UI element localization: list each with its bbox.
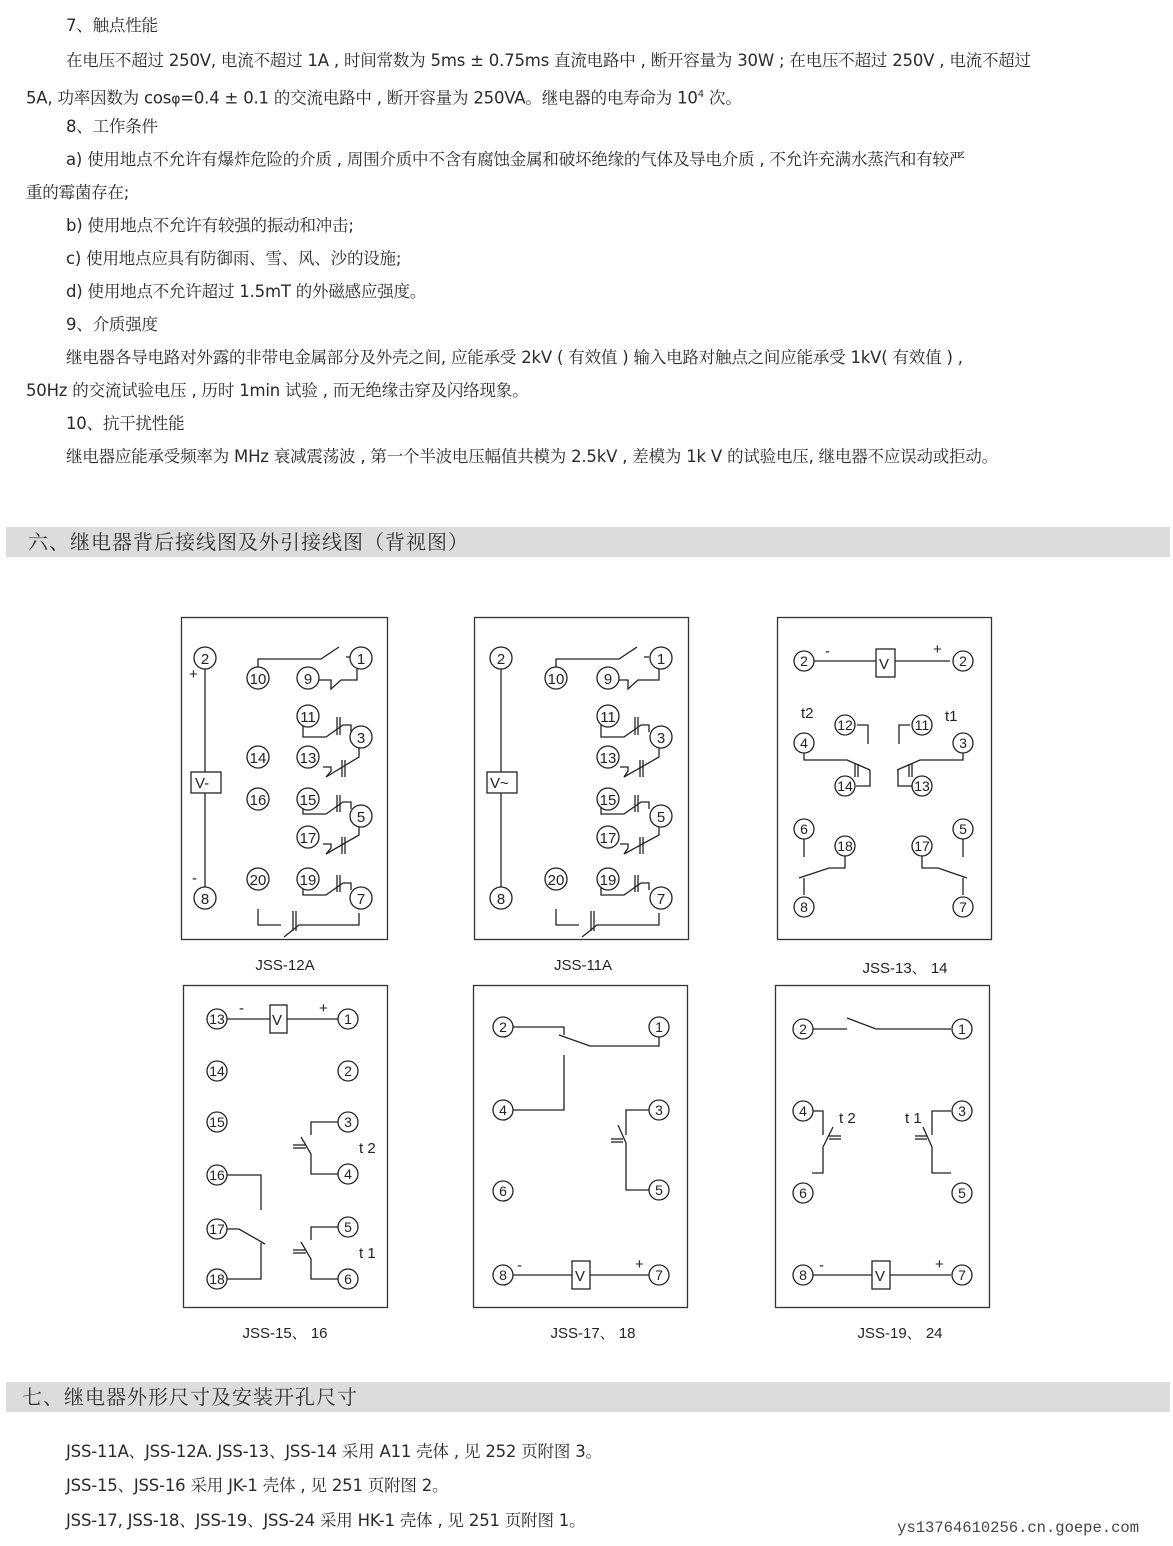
item8-a-line2: 重的霉菌存在; [26, 183, 130, 202]
section7-heading-band [6, 1382, 1170, 1412]
svg-text:8: 8 [499, 1267, 507, 1283]
section7-heading: 七、继电器外形尺寸及安装开孔尺寸 [22, 1385, 358, 1409]
diagram-jss-15-16 [183, 985, 389, 1310]
svg-text:3: 3 [958, 1103, 966, 1119]
caption-jss-11a: JSS-11A [553, 957, 613, 974]
svg-text:13: 13 [599, 750, 617, 767]
svg-text:7: 7 [958, 1267, 966, 1283]
svg-text:19: 19 [599, 872, 617, 889]
svg-text:17: 17 [299, 830, 317, 847]
item8-d: d) 使用地点不允许超过 1.5mT 的外磁感应强度。 [66, 282, 427, 301]
item8-title: 8、工作条件 [66, 117, 158, 136]
svg-text:9: 9 [303, 671, 313, 688]
svg-text:2: 2 [800, 653, 808, 669]
diagram-jss-13-14 [777, 617, 993, 942]
coil-label: V~ [490, 775, 509, 792]
minus-sign: - [192, 870, 197, 887]
plus-sign: + [933, 641, 942, 658]
svg-text:4: 4 [344, 1166, 352, 1182]
svg-text:1: 1 [655, 1019, 663, 1035]
svg-text:8: 8 [799, 1267, 807, 1283]
svg-text:14: 14 [249, 750, 267, 767]
watermark: ys13764610256.cn.goepe.com [897, 1519, 1139, 1537]
svg-text:17: 17 [914, 838, 930, 854]
item7-line2 [26, 85, 742, 110]
svg-text:5: 5 [656, 809, 666, 826]
svg-text:10: 10 [249, 671, 267, 688]
svg-text:5: 5 [356, 809, 366, 826]
minus-sign: - [825, 643, 830, 660]
plus-sign: + [935, 1256, 944, 1273]
svg-text:18: 18 [837, 838, 853, 854]
diagram-jss-11a [474, 617, 690, 942]
svg-text:4: 4 [800, 735, 808, 751]
svg-text:11: 11 [600, 709, 616, 726]
coil-label: V- [195, 775, 210, 792]
svg-text:6: 6 [499, 1183, 507, 1199]
plus-sign: + [635, 1256, 644, 1273]
svg-text:1: 1 [656, 651, 666, 668]
item10-title: 10、抗干扰性能 [66, 414, 185, 433]
svg-text:9: 9 [603, 671, 613, 688]
svg-text:5: 5 [344, 1219, 352, 1235]
diagram-jss-19-24 [775, 985, 991, 1310]
svg-text:8: 8 [496, 891, 506, 908]
svg-text:16: 16 [209, 1167, 225, 1183]
svg-text:4: 4 [499, 1102, 507, 1118]
svg-text:7: 7 [655, 1267, 663, 1283]
svg-text:7: 7 [356, 891, 366, 908]
caption-jss-17-18: JSS-17、 18 [550, 1325, 636, 1342]
svg-text:3: 3 [656, 730, 666, 747]
item9-line1: 继电器各导电路对外露的非带电金属部分及外壳之间, 应能承受 2kV ( 有效值 ) 输入电路对触点之间应能承受 1kV( 有效值 ) , [66, 348, 963, 367]
caption-jss-13-14: JSS-13、 14 [862, 960, 948, 977]
svg-text:1: 1 [356, 651, 366, 668]
svg-text:11: 11 [300, 709, 316, 726]
svg-text:20: 20 [249, 872, 267, 889]
item9-title: 9、介质强度 [66, 315, 158, 334]
svg-text:2: 2 [959, 653, 967, 669]
section7-line-2: JSS-15、JSS-16 采用 JK-1 壳体 , 见 251 页附图 2。 [66, 1476, 449, 1495]
svg-text:3: 3 [655, 1102, 663, 1118]
exponent: 4 [697, 89, 704, 100]
svg-text:5: 5 [959, 821, 967, 837]
svg-text:10: 10 [547, 671, 565, 688]
t2-label: t 2 [839, 1110, 856, 1127]
svg-text:8: 8 [200, 891, 210, 908]
svg-text:8: 8 [800, 899, 808, 915]
svg-text:16: 16 [249, 792, 267, 809]
svg-text:3: 3 [959, 735, 967, 751]
coil-label: V [875, 1268, 886, 1285]
section6-heading: 六、继电器背后接线图及外引接线图（背视图） [28, 530, 469, 554]
minus-sign: - [819, 1257, 824, 1274]
coil-label: V [879, 656, 890, 673]
coil-label: V [272, 1012, 283, 1029]
item9-line2: 50Hz 的交流试验电压 , 历时 1min 试验 , 而无绝缘击穿及闪络现象。 [26, 381, 529, 400]
t1-label: t 1 [359, 1245, 376, 1262]
svg-text:6: 6 [344, 1271, 352, 1287]
t1-label: t 1 [905, 1110, 922, 1127]
section7-line-3: JSS-17, JSS-18、JSS-19、JSS-24 采用 HK-1 壳体 , 见 251 页附图 1。 [66, 1511, 586, 1530]
plus-sign: + [319, 1000, 328, 1017]
item7-line2-mid: =0.4 ± 0.1 的交流电路中 , 断开容量为 250VA。继电器的电寿命为 10 [180, 88, 698, 108]
minus-sign: - [239, 1000, 244, 1017]
caption-jss-15-16: JSS-15、 16 [242, 1325, 328, 1342]
phi-symbol: φ [171, 91, 181, 108]
minus-sign: - [517, 1257, 522, 1274]
svg-text:7: 7 [656, 891, 666, 908]
svg-text:12: 12 [837, 717, 853, 733]
svg-text:3: 3 [344, 1114, 352, 1130]
svg-text:19: 19 [299, 872, 317, 889]
caption-jss-12a: JSS-12A [255, 957, 315, 974]
svg-text:14: 14 [209, 1063, 225, 1079]
svg-text:7: 7 [959, 899, 967, 915]
svg-text:5: 5 [655, 1182, 663, 1198]
svg-text:5: 5 [958, 1185, 966, 1201]
svg-text:1: 1 [958, 1021, 966, 1037]
item7-line2-post: 次。 [703, 88, 742, 108]
coil-label: V [575, 1268, 586, 1285]
t1-label: t1 [945, 708, 958, 725]
t2-label: t2 [801, 705, 814, 722]
section7-line-1: JSS-11A、JSS-12A. JSS-13、JSS-14 采用 A11 壳体 , 见 252 页附图 3。 [66, 1442, 602, 1461]
item8-b: b) 使用地点不允许有较强的振动和冲击; [66, 216, 354, 235]
svg-text:4: 4 [799, 1103, 807, 1119]
svg-text:20: 20 [547, 872, 565, 889]
svg-text:3: 3 [356, 730, 366, 747]
svg-text:15: 15 [599, 792, 617, 809]
svg-text:1: 1 [344, 1011, 352, 1027]
diagram-jss-12a [181, 617, 389, 942]
svg-text:2: 2 [496, 651, 506, 668]
svg-text:2: 2 [344, 1063, 352, 1079]
svg-text:15: 15 [209, 1114, 225, 1130]
svg-text:13: 13 [299, 750, 317, 767]
svg-text:14: 14 [837, 778, 853, 794]
svg-text:2: 2 [200, 651, 210, 668]
item7-line2-pre: 5A, 功率因数为 cos [26, 88, 172, 108]
item7-line1: 在电压不超过 250V, 电流不超过 1A , 时间常数为 5ms ± 0.75ms 直流电路中 , 断开容量为 30W ; 在电压不超过 250V , 电流不超过 [66, 51, 1031, 70]
svg-text:15: 15 [299, 792, 317, 809]
svg-text:17: 17 [209, 1221, 225, 1237]
svg-text:6: 6 [800, 821, 808, 837]
svg-text:13: 13 [914, 778, 930, 794]
svg-text:13: 13 [209, 1011, 225, 1027]
section6-heading-band [6, 527, 1170, 557]
item8-c: c) 使用地点应具有防御雨、雪、风、沙的设施; [66, 249, 402, 268]
diagram-jss-17-18 [473, 985, 689, 1310]
item8-a-line1: a) 使用地点不允许有爆炸危险的介质 , 周围介质中不含有腐蚀金属和破坏绝缘的气体及导电介质 , 不允许充满水蒸汽和有较严 [66, 150, 966, 169]
svg-text:18: 18 [209, 1271, 225, 1287]
t2-label: t 2 [359, 1140, 376, 1157]
svg-text:6: 6 [799, 1185, 807, 1201]
caption-jss-19-24: JSS-19、 24 [857, 1325, 943, 1342]
svg-text:2: 2 [499, 1019, 507, 1035]
item10-line1: 继电器应能承受频率为 MHz 衰减震荡波 , 第一个半波电压幅值共模为 2.5kV , 差模为 1k V 的试验电压, 继电器不应误动或拒动。 [66, 447, 998, 466]
item7-title: 7、触点性能 [66, 16, 158, 35]
svg-text:11: 11 [914, 717, 930, 733]
svg-text:17: 17 [599, 830, 617, 847]
plus-sign: + [189, 666, 198, 683]
svg-text:2: 2 [799, 1021, 807, 1037]
